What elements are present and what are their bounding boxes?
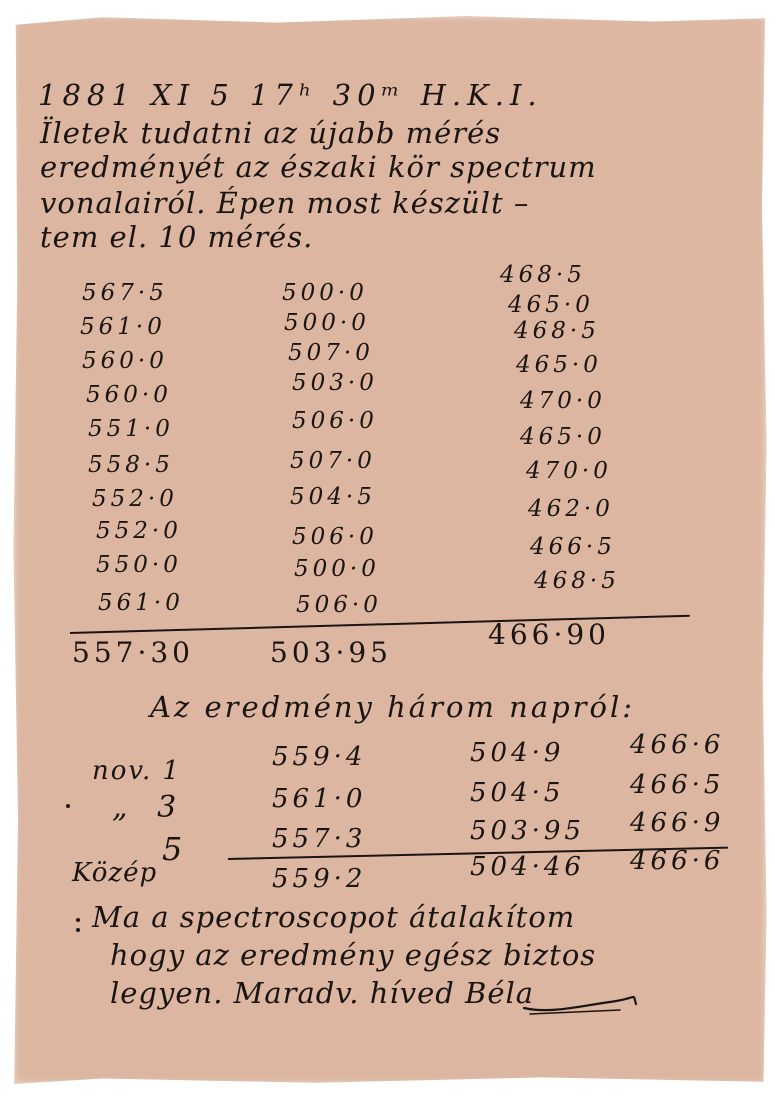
- row-label: nov. 1: [92, 756, 182, 786]
- measurement-cell: 462·0: [528, 496, 614, 522]
- row-label: „ 3: [112, 790, 187, 825]
- average-value-2: 503·95: [270, 636, 392, 669]
- summary-cell: 466·6: [630, 730, 725, 760]
- measurement-cell: 506·0: [292, 408, 378, 434]
- summary-cell: 557·3: [272, 824, 367, 854]
- measurement-cell: 465·0: [516, 352, 602, 378]
- ink-dot: [76, 918, 80, 922]
- ink-dot: [66, 804, 70, 808]
- measurement-cell: 552·0: [92, 486, 178, 512]
- summary-cell: 503·95: [470, 816, 585, 846]
- measurement-cell: 470·0: [526, 458, 612, 484]
- measurement-cell: 506·0: [296, 592, 382, 618]
- closing-line-3: legyen. Maradv. híved Béla: [110, 976, 535, 1010]
- measurement-cell: 560·0: [86, 382, 172, 408]
- average-value-3: 466·90: [488, 618, 610, 651]
- measurement-cell: 468·5: [500, 262, 586, 288]
- summary-cell: 561·0: [272, 784, 367, 814]
- measurement-cell: 561·0: [98, 590, 184, 616]
- measurement-cell: 503·0: [292, 370, 378, 396]
- letter-line-4: tem el. 10 mérés.: [40, 220, 314, 254]
- ink-dot: [76, 928, 80, 932]
- letter-line-3: vonalairól. Épen most készült –: [40, 186, 530, 220]
- summary-cell: 466·5: [630, 770, 725, 800]
- middle-cell: 466·6: [630, 846, 725, 876]
- measurement-cell: 560·0: [82, 348, 168, 374]
- measurement-cell: 558·5: [88, 452, 174, 478]
- measurement-cell: 552·0: [96, 518, 182, 544]
- closing-line-1: Ma a spectroscopot átalakítom: [92, 900, 576, 934]
- measurement-cell: 507·0: [290, 448, 376, 474]
- measurement-cell: 567·5: [82, 280, 168, 306]
- measurement-cell: 506·0: [292, 524, 378, 550]
- summary-cell: 466·9: [630, 808, 725, 838]
- measurement-cell: 507·0: [288, 340, 374, 366]
- letter-line-1: Ïletek tudatni az újabb mérés: [40, 116, 502, 150]
- middle-label: Közép: [72, 858, 158, 888]
- measurement-cell: 468·5: [534, 568, 620, 594]
- middle-cell: 504·46: [470, 852, 585, 882]
- summary-cell: 559·4: [272, 742, 367, 772]
- middle-cell: 559·2: [272, 864, 367, 894]
- average-value-1: 557·30: [72, 636, 194, 669]
- measurement-cell: 465·0: [520, 424, 606, 450]
- measurement-cell: 500·0: [294, 556, 380, 582]
- measurement-cell: 500·0: [282, 280, 368, 306]
- letter-line-2: eredményét az északi kör spectrum: [40, 150, 597, 184]
- measurement-cell: 551·0: [88, 416, 174, 442]
- row-label: 5: [162, 830, 187, 868]
- measurement-cell: 466·5: [530, 534, 616, 560]
- measurement-cell: 500·0: [284, 310, 370, 336]
- summary-heading: Az eredmény három napról:: [150, 690, 636, 724]
- signature-flourish: [520, 980, 640, 1020]
- measurement-cell: 465·0: [508, 292, 594, 318]
- measurement-cell: 561·0: [80, 314, 166, 340]
- summary-cell: 504·5: [470, 778, 565, 808]
- measurement-cell: 504·5: [290, 484, 376, 510]
- measurement-cell: 470·0: [520, 388, 606, 414]
- summary-cell: 504·9: [470, 738, 565, 768]
- measurement-cell: 550·0: [96, 552, 182, 578]
- measurement-cell: 468·5: [514, 318, 600, 344]
- date-header: 1881 XI 5 17ʰ 30ᵐ H.K.I.: [38, 78, 543, 112]
- closing-line-2: hogy az eredmény egész biztos: [110, 938, 597, 972]
